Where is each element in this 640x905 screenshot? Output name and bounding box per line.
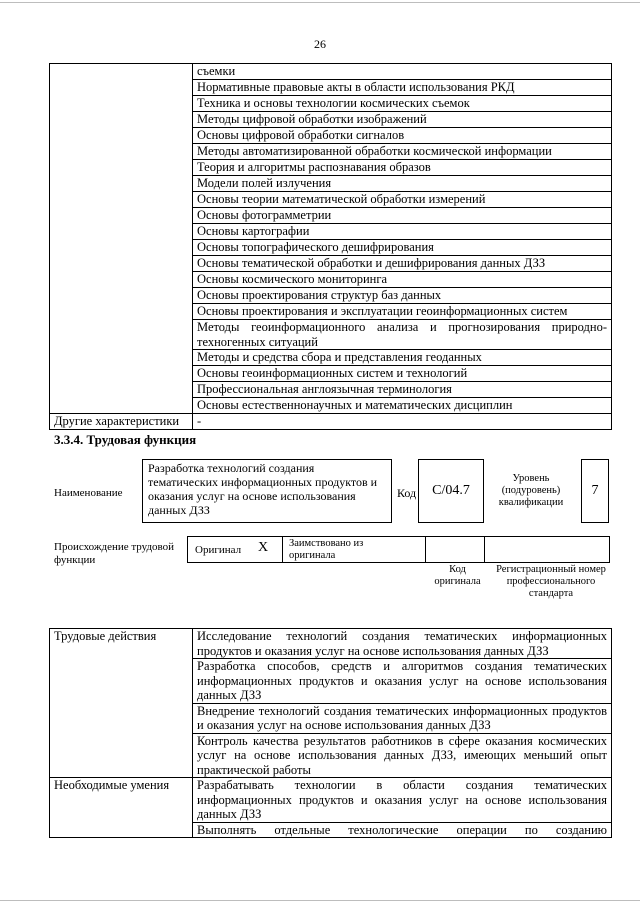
top-edge-line (0, 2, 640, 3)
labor-action-item: Внедрение технологий создания тематических информационных продуктов и оказания услуг на основе использования данных ДЗЗ (193, 703, 612, 733)
page-number: 26 (314, 37, 326, 51)
level-box (581, 459, 609, 523)
origin-label: Происхождение трудовой функции (54, 541, 175, 566)
table-row (50, 629, 612, 659)
borrowed-label: Заимствовано из оригинала (289, 538, 364, 561)
table-row (50, 414, 612, 430)
knowledge-table (49, 63, 612, 430)
knowledge-item: Основы теории математической обработки измерений (193, 192, 612, 208)
knowledge-item: Теория и алгоритмы распознавания образов (193, 160, 612, 176)
borrowed-box (282, 536, 426, 563)
knowledge-item: Основы цифровой обработки сигналов (193, 128, 612, 144)
code-original-label: Код оригинала (434, 564, 481, 587)
skill-item: Разрабатывать технологии в области создания тематических информационных продуктов и оказания услуг на основе использования данных ДЗЗ (193, 778, 612, 823)
code-value: C/04.7 (432, 483, 470, 498)
knowledge-item: Основы фотограмметрии (193, 208, 612, 224)
level-value: 7 (591, 483, 599, 498)
level-label: Уровень (подуровень) квалификации (498, 473, 564, 508)
knowledge-item: Профессиональная англоязычная терминология (193, 382, 612, 398)
function-name-text: Разработка технологий создания тематических информационных продуктов и оказания услуг на основе использования данных ДЗЗ (148, 461, 378, 517)
empty-label-cell (50, 64, 193, 414)
knowledge-item: Основы геоинформационных систем и технологий (193, 366, 612, 382)
code-original-box (425, 536, 485, 563)
knowledge-item: Основы проектирования и эксплуатации геоинформационных систем (193, 304, 612, 320)
knowledge-item: Техника и основы технологии космических съемок (193, 96, 612, 112)
skills-label: Необходимые умения (50, 778, 193, 838)
name-label: Наименование (54, 487, 123, 499)
labor-action-item: Исследование технологий создания тематических информационных продуктов и оказания услуг на основе использования данных ДЗЗ (193, 629, 612, 659)
original-box (187, 536, 283, 563)
code-label: Код (397, 486, 417, 500)
labor-action-item: Разработка способов, средств и алгоритмов создания тематических информационных продуктов и оказания услуг на основе использования данных ДЗЗ (193, 659, 612, 704)
knowledge-item: Основы проектирования структур баз данных (193, 288, 612, 304)
knowledge-item: Методы геоинформационного анализа и прогнозирования природно-техногенных ситуаций (193, 320, 612, 350)
knowledge-item: Основы тематической обработки и дешифрирования данных ДЗЗ (193, 256, 612, 272)
original-label: Оригинал (195, 544, 242, 556)
reg-number-label: Регистрационный номер профессионального стандарта (496, 564, 606, 599)
skill-item: Выполнять отдельные технологические операции по созданию (193, 822, 612, 838)
other-characteristics-label: Другие характеристики (50, 414, 193, 430)
knowledge-item: Основы картографии (193, 224, 612, 240)
function-name-box (142, 459, 392, 523)
knowledge-item: Методы автоматизированной обработки космической информации (193, 144, 612, 160)
original-mark: X (258, 540, 269, 555)
bottom-edge-line (0, 900, 640, 901)
knowledge-item: Методы цифровой обработки изображений (193, 112, 612, 128)
knowledge-item: Основы космического мониторинга (193, 272, 612, 288)
other-characteristics-value: - (193, 414, 612, 430)
labor-actions-label: Трудовые действия (50, 629, 193, 778)
labor-action-item: Контроль качества результатов работников в сфере оказания космических услуг на основе использования данных ДЗЗ, имеющих меньший опыт практической работы (193, 733, 612, 778)
knowledge-item: Нормативные правовые акты в области использования РКД (193, 80, 612, 96)
knowledge-item: Основы топографического дешифрирования (193, 240, 612, 256)
knowledge-item: Методы и средства сбора и представления геоданных (193, 350, 612, 366)
labor-actions-table (49, 628, 612, 838)
knowledge-item: съемки (193, 64, 612, 80)
knowledge-item: Основы естественнонаучных и математических дисциплин (193, 398, 612, 414)
reg-number-box (484, 536, 610, 563)
code-box (418, 459, 484, 523)
table-row (50, 64, 612, 80)
knowledge-item: Модели полей излучения (193, 176, 612, 192)
table-row (50, 778, 612, 823)
section-title: 3.3.4. Трудовая функция (54, 432, 197, 447)
